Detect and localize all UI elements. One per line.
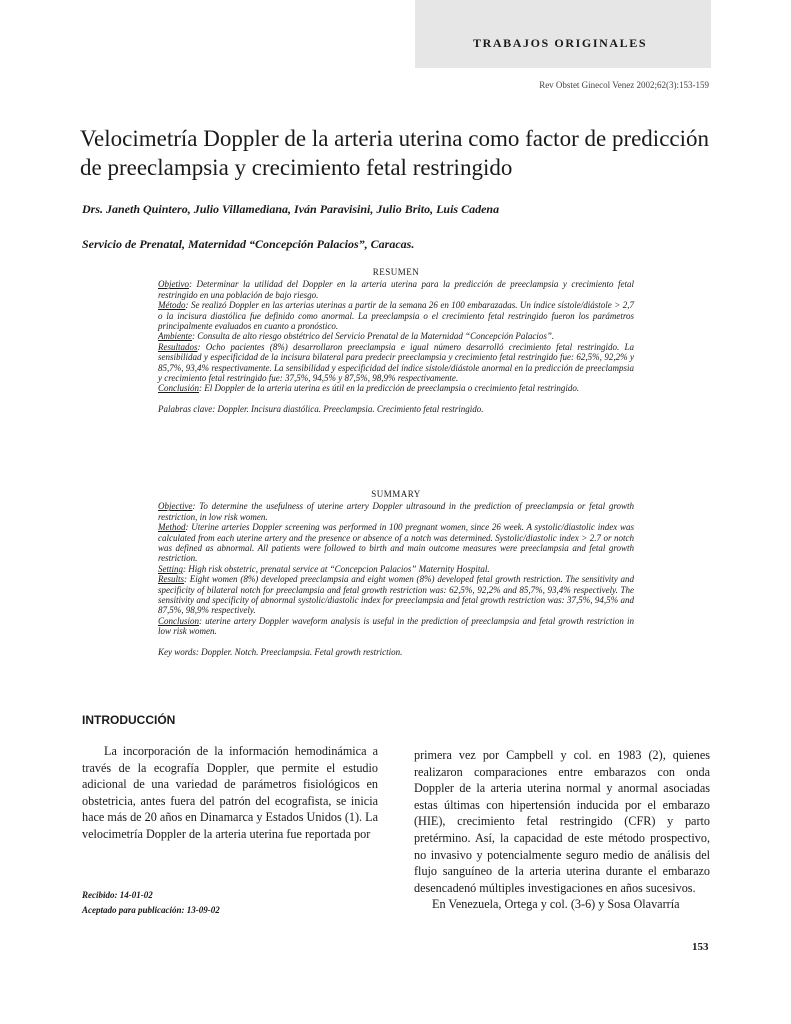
ambiente-text: Consulta de alto riesgo obstétrico del Servicio Prenatal de la Maternidad “Concepción Palacios”.	[197, 331, 555, 342]
resumen-conclusion: Conclusión: El Doppler de la arteria uterina es útil en la predicción de preeclampsia o crecimiento fetal restringido.	[158, 383, 580, 394]
affiliation: Servicio de Prenatal, Maternidad “Concepción Palacios”, Caracas.	[82, 237, 415, 251]
summary-keywords: Key words: Doppler. Notch. Preeclampsia. Fetal growth restriction.	[158, 646, 403, 657]
resumen-metodo: Método: Se realizó Doppler en las arterias uterinas a partir de la semana 26 en 100 embarazadas. Un índice sístole/diástole > 2,7 o la incisura diastólica fue definido como anormal. La preeclampsia o el crecimiento fetal restringido fueron los parámetros principalmente evaluados en cuanto a pronóstico.	[158, 300, 635, 332]
summary-objective: Objective: To determine the usefulness of uterine artery Doppler ultrasound in the prediction of preeclampsia or fetal growth restriction, in low risk women.	[158, 501, 634, 522]
conclusion-text: El Doppler de la arteria uterina es útil en la predicción de preeclampsia o crecimiento fetal restringido.	[204, 383, 580, 394]
received-date: Recibido: 14-01-02	[82, 890, 153, 900]
section-label: TRABAJOS ORIGINALES	[473, 36, 648, 50]
page-number: 153	[692, 941, 709, 953]
intro-left-paragraph: La incorporación de la información hemodinámica a través de la ecografía Doppler, que permite el estudio adicional de una variedad de parámetros fisiológicos en obstetricia, antes fuera del patrón del ecografista, se inicia hace más de 20 años en Dinamarca y Estados Unidos (1). La velocimetría Doppler de la arteria uterina fue reportada por	[82, 744, 378, 841]
metodo-label: Método	[158, 300, 186, 311]
objetivo-label: Objetivo	[158, 279, 189, 290]
intro-heading: INTRODUCCIÓN	[82, 713, 176, 727]
section-band	[415, 0, 711, 68]
summary-method: Method: Uterine arteries Doppler screening was performed in 100 pregnant women, since 26 week. A systolic/diastolic index was calculated from each uterine artery and the presence or absence of a notch was determined. Systolic/diastolic index > 2.7 or notch was defined as abnormal. All patients were followed to birth and main outcome measures were preeclampsia and fetal growth restriction.	[158, 522, 635, 564]
conclusion-label: Conclusión	[158, 383, 200, 394]
intro-right-paragraph-2: En Venezuela, Ortega y col. (3-6) y Sosa Olavarría	[432, 897, 680, 912]
summary-block	[158, 489, 634, 657]
article-title: Velocimetría Doppler de la arteria uterina como factor de predicción de preeclampsia y crecimiento fetal restringido	[80, 126, 710, 180]
method-label: Method	[158, 522, 186, 533]
conclusion-label-en: Conclusion	[158, 615, 200, 626]
resultados-label: Resultados	[158, 341, 198, 352]
resultados-text: Ocho pacientes (8%) desarrollaron preeclampsia e igual número desarrolló crecimiento fetal restringido. La sensibilidad y especificidad de la incisura bilateral para predecir preeclampsia y crecimiento fetal restringido fue: 62,5%, 92,2% y 85,7%, 93,4% respectivamente. La sensibilidad y especificidad del índice sístole/diástole anormal en la predicción de preeclampsia y crecimiento fetal restringido fue: 37,5%, 94,5% y 87,5%, 98,9% respectivamente.	[158, 341, 634, 384]
objetivo-text: Determinar la utilidad del Doppler en la arteria uterina para la predicción de preeclampsia y crecimiento fetal restringido en una población de bajo riesgo.	[158, 279, 635, 300]
summary-setting: Setting: High risk obstetric, prenatal service at “Concepcion Palacios” Maternity Hospital.	[158, 563, 490, 574]
summary-conclusion: Conclusion: uterine artery Doppler waveform analysis is useful in the prediction of preeclampsia and fetal growth restriction in low risk women.	[158, 615, 635, 637]
setting-label: Setting	[158, 563, 183, 574]
resumen-block	[158, 267, 634, 414]
results-text: Eight women (8%) developed preeclampsia and eight women (8%) developed fetal growth restriction. The sensitivity and specificity of bilateral notch for preeclampsia and fetal growth restriction was: 62,5%, 92,2% and 85,7%, 93,4% respectively. The sensitivity and specificity of abnormal systolic/diastolic index for preeclampsia and fetal growth restriction was: 37,5%, 94,5% and 87,5%, 98,9% respectively.	[158, 574, 634, 616]
metodo-text: Se realizó Doppler en las arterias uterinas a partir de la semana 26 en 100 embarazadas. Un índice sístole/diástole > 2,7 o la incisura diastólica fue definido como anormal. La preeclampsia o el crecimiento fetal restringido fueron los parámetros principalmente evaluados en cuanto a pronóstico.	[158, 300, 635, 332]
authors: Drs. Janeth Quintero, Julio Villamediana, Iván Paravisini, Julio Brito, Luis Cadena	[82, 202, 500, 216]
objective-label: Objective	[158, 501, 193, 512]
journal-citation: Rev Obstet Ginecol Venez 2002;62(3):153-159	[539, 80, 709, 90]
article-dates	[82, 888, 220, 918]
resumen-ambiente: Ambiente: Consulta de alto riesgo obstétrico del Servicio Prenatal de la Maternidad “Concepción Palacios”.	[158, 331, 555, 342]
method-text: Uterine arteries Doppler screening was performed in 100 pregnant women, since 26 week. A systolic/diastolic index was calculated from each uterine artery and the presence or absence of a notch was determined. Systolic/diastolic index > 2.7 or notch was defined as abnormal. All patients were followed to birth and main outcome measures were preeclampsia and fetal growth restriction.	[158, 522, 635, 564]
resumen-heading: RESUMEN	[372, 267, 420, 277]
conclusion-text-en: uterine artery Doppler waveform analysis is useful in the prediction of preeclampsia and fetal growth restriction in low risk women.	[158, 615, 635, 637]
summary-results: Results: Eight women (8%) developed preeclampsia and eight women (8%) developed fetal growth restriction. The sensitivity and specificity of bilateral notch for preeclampsia and fetal growth restriction was: 62,5%, 92,2% and 85,7%, 93,4% respectively. The sensitivity and specificity of abnormal systolic/diastolic index for preeclampsia and fetal growth restriction was: 37,5%, 94,5% and 87,5%, 98,9% respectively.	[158, 574, 634, 616]
objective-text: To determine the usefulness of uterine artery Doppler ultrasound in the prediction of preeclampsia or fetal growth restriction, in low risk women.	[158, 501, 634, 522]
resumen-resultados: Resultados: Ocho pacientes (8%) desarrollaron preeclampsia e igual número desarrolló crecimiento fetal restringido. La sensibilidad y especificidad de la incisura bilateral para predecir preeclampsia y crecimiento fetal restringido fue: 62,5%, 92,2% y 85,7%, 93,4% respectivamente. La sensibilidad y especificidad del índice sístole/diástole anormal en la predicción de preeclampsia y crecimiento fetal restringido fue: 37,5%, 94,5% y 87,5%, 98,9% respectivamente.	[158, 341, 634, 384]
ambiente-label: Ambiente	[158, 331, 192, 342]
intro-right-paragraph-1: primera vez por Campbell y col. en 1983 (2), quienes realizaron comparaciones entre embarazos con onda Doppler de la arteria uterina normal y anormal asociadas estas últimas con hipertensión inducida por el embarazo (HIE), crecimiento fetal restringido (CFR) y parto pretérmino. Así, la capacidad de este método prospectivo, no invasivo y potencialmente seguro medio de análisis del flujo sanguíneo de la arteria uterina durante el embarazo desencadenó múltiples investigaciones en años sucesivos.	[414, 748, 710, 895]
results-label: Results	[158, 574, 184, 585]
resumen-objetivo: Objetivo: Determinar la utilidad del Doppler en la arteria uterina para la predicción de preeclampsia y crecimiento fetal restringido en una población de bajo riesgo.	[158, 279, 635, 300]
setting-text: High risk obstetric, prenatal service at “Concepcion Palacios” Maternity Hospital.	[188, 563, 490, 574]
resumen-keywords: Palabras clave: Doppler. Incisura diastólica. Preeclampsia. Crecimiento fetal restringido.	[158, 403, 484, 414]
summary-heading: SUMMARY	[371, 489, 421, 499]
accepted-date: Aceptado para publicación: 13-09-02	[82, 905, 220, 915]
intro-right-column	[414, 747, 710, 913]
